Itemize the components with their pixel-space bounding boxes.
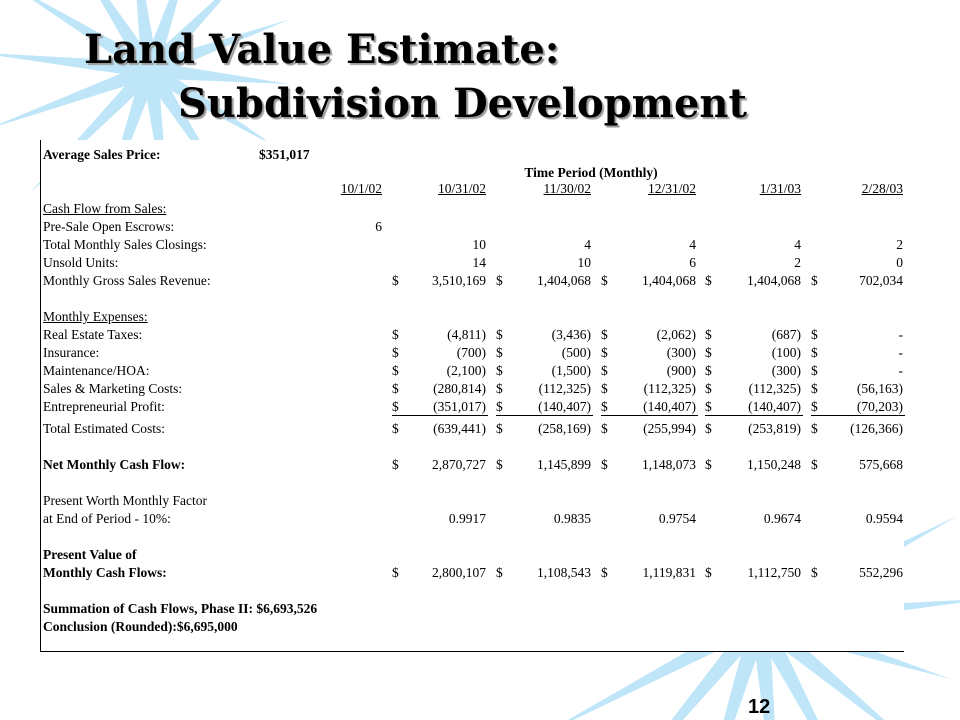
table-cell: (126,366) bbox=[850, 421, 903, 436]
currency-sign: $ bbox=[601, 565, 608, 580]
row-label: Insurance: bbox=[43, 345, 100, 360]
currency-sign: $ bbox=[601, 363, 608, 378]
total-underline bbox=[601, 415, 698, 416]
currency-sign: $ bbox=[601, 273, 608, 288]
table-cell: (500) bbox=[561, 345, 591, 360]
total-underline bbox=[496, 415, 593, 416]
table-cell: 0 bbox=[896, 255, 903, 270]
row-label: Total Monthly Sales Closings: bbox=[43, 237, 207, 252]
currency-sign: $ bbox=[392, 345, 399, 360]
table-cell: (140,407) bbox=[538, 399, 591, 414]
table-cell: 1,108,543 bbox=[537, 565, 591, 580]
currency-sign: $ bbox=[496, 345, 503, 360]
pre-sale-value: 6 bbox=[375, 219, 382, 234]
table-cell: (140,407) bbox=[748, 399, 801, 414]
currency-sign: $ bbox=[811, 399, 818, 414]
table-cell: (3,436) bbox=[551, 327, 591, 342]
table-cell: 2 bbox=[896, 237, 903, 252]
currency-sign: $ bbox=[392, 421, 399, 436]
table-cell: 702,034 bbox=[859, 273, 903, 288]
table-cell: (1,500) bbox=[551, 363, 591, 378]
table-cell: (351,017) bbox=[433, 399, 486, 414]
date-header: 12/31/02 bbox=[647, 181, 696, 196]
table-cell: 14 bbox=[472, 255, 486, 270]
table-cell: 575,668 bbox=[859, 457, 903, 472]
row-label: Maintenance/HOA: bbox=[43, 363, 150, 378]
currency-sign: $ bbox=[811, 273, 818, 288]
table-cell: 1,404,068 bbox=[747, 273, 801, 288]
avg-sales-label: Average Sales Price: bbox=[43, 147, 161, 162]
total-underline bbox=[705, 415, 803, 416]
currency-sign: $ bbox=[705, 457, 712, 472]
row-label: Pre-Sale Open Escrows: bbox=[43, 219, 175, 234]
table-cell: 0.9674 bbox=[763, 511, 801, 526]
table-cell: (100) bbox=[771, 345, 801, 360]
currency-sign: $ bbox=[392, 457, 399, 472]
table-cell: 6 bbox=[689, 255, 696, 270]
page-number: 12 bbox=[748, 696, 771, 718]
table-cell: (300) bbox=[771, 363, 801, 378]
row-label: Conclusion (Rounded):$6,695,000 bbox=[43, 619, 238, 634]
currency-sign: $ bbox=[811, 381, 818, 396]
row-label: Real Estate Taxes: bbox=[43, 327, 143, 342]
currency-sign: $ bbox=[811, 565, 818, 580]
table-cell: 4 bbox=[794, 237, 801, 252]
table-cell: 1,404,068 bbox=[537, 273, 591, 288]
currency-sign: $ bbox=[496, 565, 503, 580]
table-cell: 2 bbox=[794, 255, 801, 270]
row-label: Cash Flow from Sales: bbox=[43, 201, 167, 216]
row-label: Entrepreneurial Profit: bbox=[43, 399, 165, 414]
date-header: 10/1/02 bbox=[340, 181, 382, 196]
currency-sign: $ bbox=[392, 327, 399, 342]
currency-sign: $ bbox=[705, 399, 712, 414]
currency-sign: $ bbox=[811, 457, 818, 472]
currency-sign: $ bbox=[811, 363, 818, 378]
currency-sign: $ bbox=[601, 457, 608, 472]
currency-sign: $ bbox=[601, 421, 608, 436]
table-cell: (900) bbox=[666, 363, 696, 378]
table-cell: - bbox=[898, 327, 903, 342]
table-cell: (4,811) bbox=[447, 327, 486, 342]
date-header: 1/31/03 bbox=[759, 181, 801, 196]
slide-title-line1: Land Value Estimate: bbox=[84, 26, 560, 73]
date-header: 2/28/03 bbox=[861, 181, 903, 196]
currency-sign: $ bbox=[601, 327, 608, 342]
row-label: Net Monthly Cash Flow: bbox=[43, 457, 186, 472]
table-cell: 10 bbox=[577, 255, 591, 270]
table-cell: 1,150,248 bbox=[747, 457, 801, 472]
row-label: Monthly Cash Flows: bbox=[43, 565, 167, 580]
currency-sign: $ bbox=[392, 381, 399, 396]
total-underline bbox=[811, 415, 905, 416]
table-cell: 1,148,073 bbox=[642, 457, 696, 472]
currency-sign: $ bbox=[705, 381, 712, 396]
table-cell: 1,119,831 bbox=[642, 565, 696, 580]
cash-flow-table bbox=[40, 140, 904, 652]
table-cell: (258,169) bbox=[538, 421, 591, 436]
table-cell: 4 bbox=[584, 237, 591, 252]
currency-sign: $ bbox=[705, 273, 712, 288]
table-cell: (687) bbox=[771, 327, 801, 342]
currency-sign: $ bbox=[392, 273, 399, 288]
row-label: Sales & Marketing Costs: bbox=[43, 381, 183, 396]
currency-sign: $ bbox=[392, 399, 399, 414]
table-cell: 0.9835 bbox=[553, 511, 591, 526]
currency-sign: $ bbox=[392, 363, 399, 378]
table-cell: (280,814) bbox=[433, 381, 486, 396]
table-cell: (140,407) bbox=[643, 399, 696, 414]
currency-sign: $ bbox=[496, 457, 503, 472]
time-period-label: Time Period (Monthly) bbox=[524, 165, 658, 180]
table-cell: (300) bbox=[666, 345, 696, 360]
row-label: Total Estimated Costs: bbox=[43, 421, 166, 436]
table-cell: - bbox=[898, 363, 903, 378]
row-label: Summation of Cash Flows, Phase II: $6,693,526 bbox=[43, 601, 318, 616]
table-cell: 0.9594 bbox=[865, 511, 903, 526]
currency-sign: $ bbox=[811, 421, 818, 436]
currency-sign: $ bbox=[601, 345, 608, 360]
row-label: at End of Period - 10%: bbox=[43, 511, 171, 526]
table-cell: 0.9917 bbox=[448, 511, 486, 526]
table-cell: (56,163) bbox=[856, 381, 903, 396]
currency-sign: $ bbox=[811, 345, 818, 360]
row-label: Present Worth Monthly Factor bbox=[43, 493, 208, 508]
table-cell: (2,062) bbox=[656, 327, 696, 342]
table-cell: 4 bbox=[689, 237, 696, 252]
table-cell: (253,819) bbox=[748, 421, 801, 436]
currency-sign: $ bbox=[601, 381, 608, 396]
table-cell: 2,870,727 bbox=[432, 457, 486, 472]
table-cell: - bbox=[898, 345, 903, 360]
table-cell: (700) bbox=[456, 345, 486, 360]
avg-sales-value: $351,017 bbox=[259, 147, 310, 162]
row-label: Monthly Expenses: bbox=[43, 309, 148, 324]
table-cell: 1,404,068 bbox=[642, 273, 696, 288]
currency-sign: $ bbox=[496, 327, 503, 342]
currency-sign: $ bbox=[392, 565, 399, 580]
currency-sign: $ bbox=[496, 421, 503, 436]
currency-sign: $ bbox=[705, 421, 712, 436]
currency-sign: $ bbox=[601, 399, 608, 414]
row-label: Monthly Gross Sales Revenue: bbox=[43, 273, 211, 288]
slide-title-line2: Subdivision Development bbox=[178, 80, 747, 127]
currency-sign: $ bbox=[496, 381, 503, 396]
row-label: Present Value of bbox=[43, 547, 137, 562]
table-cell: (70,203) bbox=[856, 399, 903, 414]
table-cell: 2,800,107 bbox=[432, 565, 486, 580]
total-underline bbox=[392, 415, 488, 416]
currency-sign: $ bbox=[811, 327, 818, 342]
currency-sign: $ bbox=[705, 345, 712, 360]
table-cell: (255,994) bbox=[643, 421, 696, 436]
currency-sign: $ bbox=[496, 273, 503, 288]
table-cell: (639,441) bbox=[433, 421, 486, 436]
table-cell: (2,100) bbox=[446, 363, 486, 378]
table-cell: 3,510,169 bbox=[432, 273, 486, 288]
table-cell: 552,296 bbox=[859, 565, 903, 580]
table-cell: (112,325) bbox=[538, 381, 591, 396]
currency-sign: $ bbox=[496, 363, 503, 378]
date-header: 10/31/02 bbox=[437, 181, 486, 196]
currency-sign: $ bbox=[705, 565, 712, 580]
currency-sign: $ bbox=[496, 399, 503, 414]
row-label: Unsold Units: bbox=[43, 255, 119, 270]
table-cell: 1,112,750 bbox=[747, 565, 801, 580]
currency-sign: $ bbox=[705, 327, 712, 342]
table-cell: 10 bbox=[472, 237, 486, 252]
date-header: 11/30/02 bbox=[543, 181, 591, 196]
table-cell: 1,145,899 bbox=[537, 457, 591, 472]
currency-sign: $ bbox=[705, 363, 712, 378]
table-cell: (112,325) bbox=[643, 381, 696, 396]
table-cell: (112,325) bbox=[748, 381, 801, 396]
table-cell: 0.9754 bbox=[658, 511, 696, 526]
